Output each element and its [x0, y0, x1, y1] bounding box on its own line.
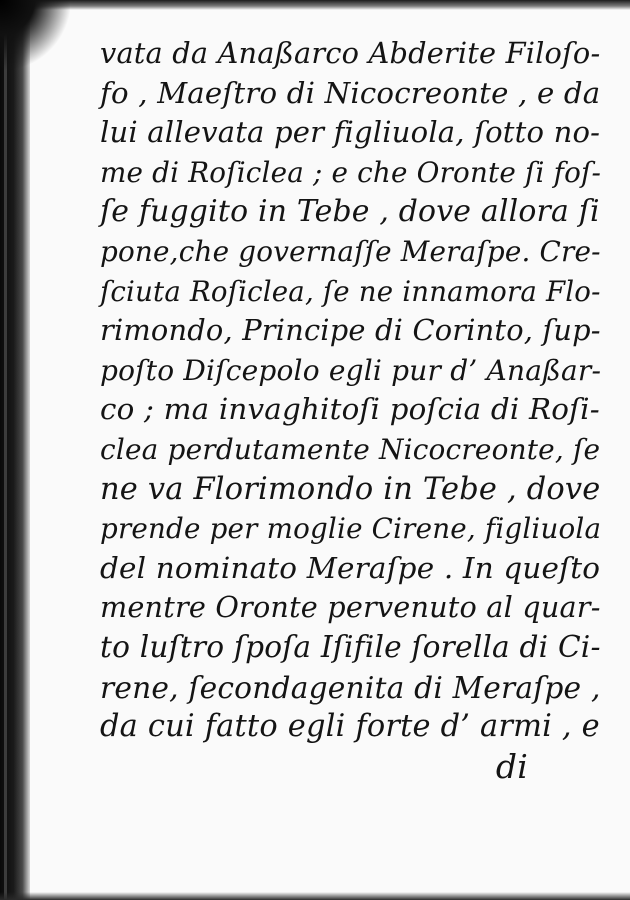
- top-edge-shadow: [0, 0, 630, 10]
- corner-shadow: [0, 0, 70, 70]
- text-line-4: me di Roſiclea ; e che Oronte ſi foſ-: [100, 155, 602, 189]
- text-line-14: del nominato Meraſpe . In queſto: [100, 550, 601, 585]
- page-text: [100, 34, 610, 786]
- text-line-9: poſto Diſcepolo egli pur d’ Anaßar-: [100, 353, 602, 387]
- text-line-6: pone,che governaſſe Meraſpe. Cre-: [100, 234, 601, 268]
- text-line-5: ſe fuggito in Tebe , dove allora ſi: [100, 194, 600, 230]
- text-line-1: vata da Anaßarco Abderite Filoſo-: [100, 36, 601, 70]
- catchword: di: [495, 746, 528, 786]
- text-line-11: clea perdutamente Nicocreonte, ſe: [100, 432, 601, 466]
- text-line-17: rene, ſecondagenita di Meraſpe ,: [100, 669, 601, 705]
- text-line-7: ſciuta Roſiclea, ſe ne innamora Flo-: [100, 274, 601, 308]
- text-line-16: to luſtro ſpoſa Iſifile ſorella di Ci-: [100, 629, 601, 664]
- bottom-edge-shadow: [0, 892, 630, 900]
- text-line-18: da cui fatto egli forte d’ armi , e: [100, 709, 600, 745]
- text-line-12: ne va Florimondo in Tebe , dove: [100, 471, 601, 507]
- text-line-2: fo , Maeſtro di Nicocreonte , e da: [100, 75, 601, 110]
- binding-streak: [4, 0, 7, 900]
- text-line-3: lui allevata per figliuola, ſotto no-: [100, 115, 601, 150]
- text-line-13: prende per moglie Cirene, figliuola: [100, 512, 602, 546]
- text-line-15: mentre Oronte pervenuto al quar-: [100, 590, 601, 625]
- text-line-8: rimondo, Principe di Corinto, ſup-: [100, 313, 601, 348]
- text-line-10: co ; ma invaghitoſi poſcia di Roſi-: [100, 392, 600, 427]
